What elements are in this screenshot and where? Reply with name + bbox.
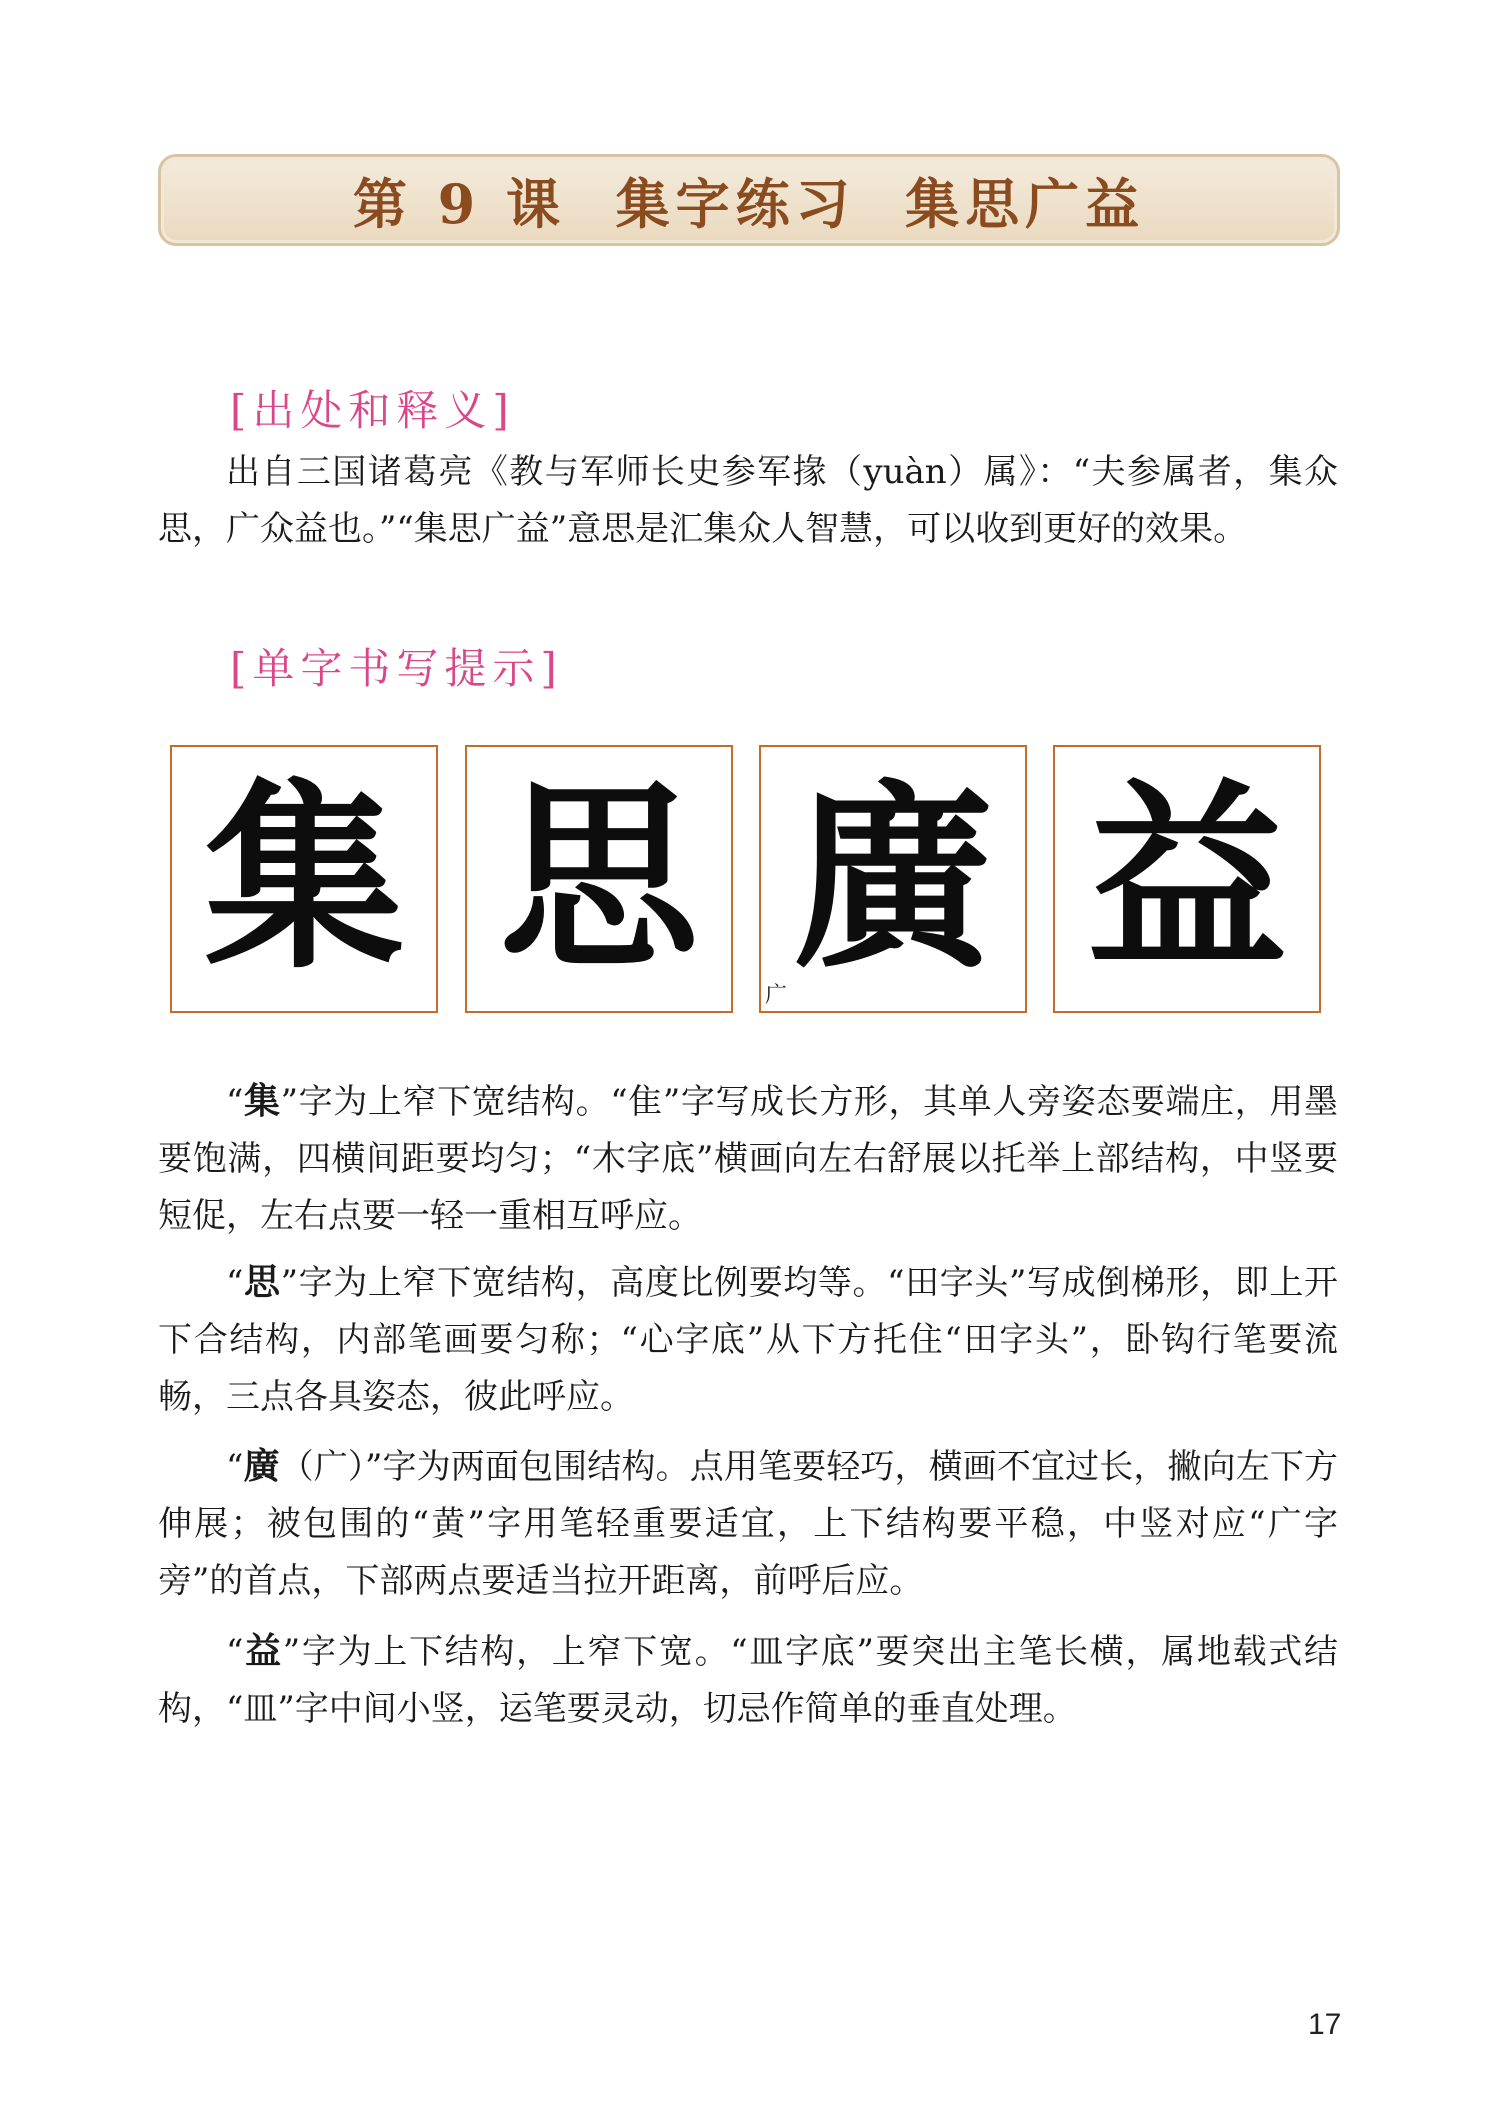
- key-character: 思: [243, 1261, 281, 1303]
- explanation-paragraph-1: [158, 1073, 1338, 1245]
- calligraphy-char: 集: [203, 761, 404, 996]
- calligraphy-box-4: [1053, 745, 1321, 1013]
- explanation-text: （广）”字为两面包围结构。点用笔要轻巧，横画不宜过长，撇向左下方伸展；被包围的“黄”字用笔轻重要适宜，上下结构要平稳，中竖对应“广字旁”的首点，下部两点要适当拉开距离，前呼后应。: [158, 1447, 1338, 1601]
- explanation-text: ”字为上窄下宽结构。“隹”字写成长方形，其单人旁姿态要端庄，用墨要饱满，四横间距要均匀；“木字底”横画向左右舒展以托举上部结构，中竖要短促，左右点要一轻一重相互呼应。: [158, 1082, 1338, 1236]
- quote-mark: “: [226, 1447, 244, 1487]
- explanation-paragraph-4: [158, 1623, 1338, 1738]
- section-heading-tips: [单字书写提示]: [230, 644, 563, 693]
- char-note: 广: [765, 983, 788, 1008]
- lesson-title-banner: [158, 154, 1340, 246]
- key-character: 益: [243, 1630, 283, 1672]
- key-character: 廣: [243, 1445, 280, 1487]
- source-paragraph: 出自三国诸葛亮《教与军师长史参军掾（yuàn）属》：“夫参属者，集众思，广众益也。”“集思广益”意思是汇集众人智慧，可以收到更好的效果。: [158, 452, 1338, 549]
- page-number: 17: [1308, 2008, 1342, 2041]
- calligraphy-box-3: [759, 745, 1027, 1013]
- key-character: 集: [243, 1080, 281, 1122]
- explanation-text: ”字为上下结构，上窄下宽。“皿字底”要突出主笔长横，属地载式结构，“皿”字中间小竖，运笔要灵动，切忌作简单的垂直处理。: [158, 1632, 1338, 1729]
- calligraphy-char: 益: [1086, 761, 1287, 996]
- calligraphy-box-1: [170, 745, 438, 1013]
- explanation-paragraph-2: [158, 1254, 1338, 1426]
- calligraphy-char: 思: [498, 761, 699, 996]
- explanation-paragraph-3: [158, 1438, 1338, 1610]
- quote-mark: “: [226, 1082, 244, 1122]
- explanation-text: ”字为上窄下宽结构，高度比例要均等。“田字头”写成倒梯形，即上开下合结构，内部笔画要匀称；“心字底”从下方托住“田字头”，卧钩行笔要流畅，三点各具姿态，彼此呼应。: [158, 1263, 1338, 1417]
- lesson-title: 第 9 课 集字练习 集思广益: [352, 171, 1146, 236]
- quote-mark: “: [226, 1263, 244, 1303]
- calligraphy-char: 廣: [792, 761, 993, 996]
- calligraphy-box-2: [465, 745, 733, 1013]
- quote-mark: “: [226, 1632, 244, 1672]
- section-heading-source: [出处和释义]: [230, 386, 515, 435]
